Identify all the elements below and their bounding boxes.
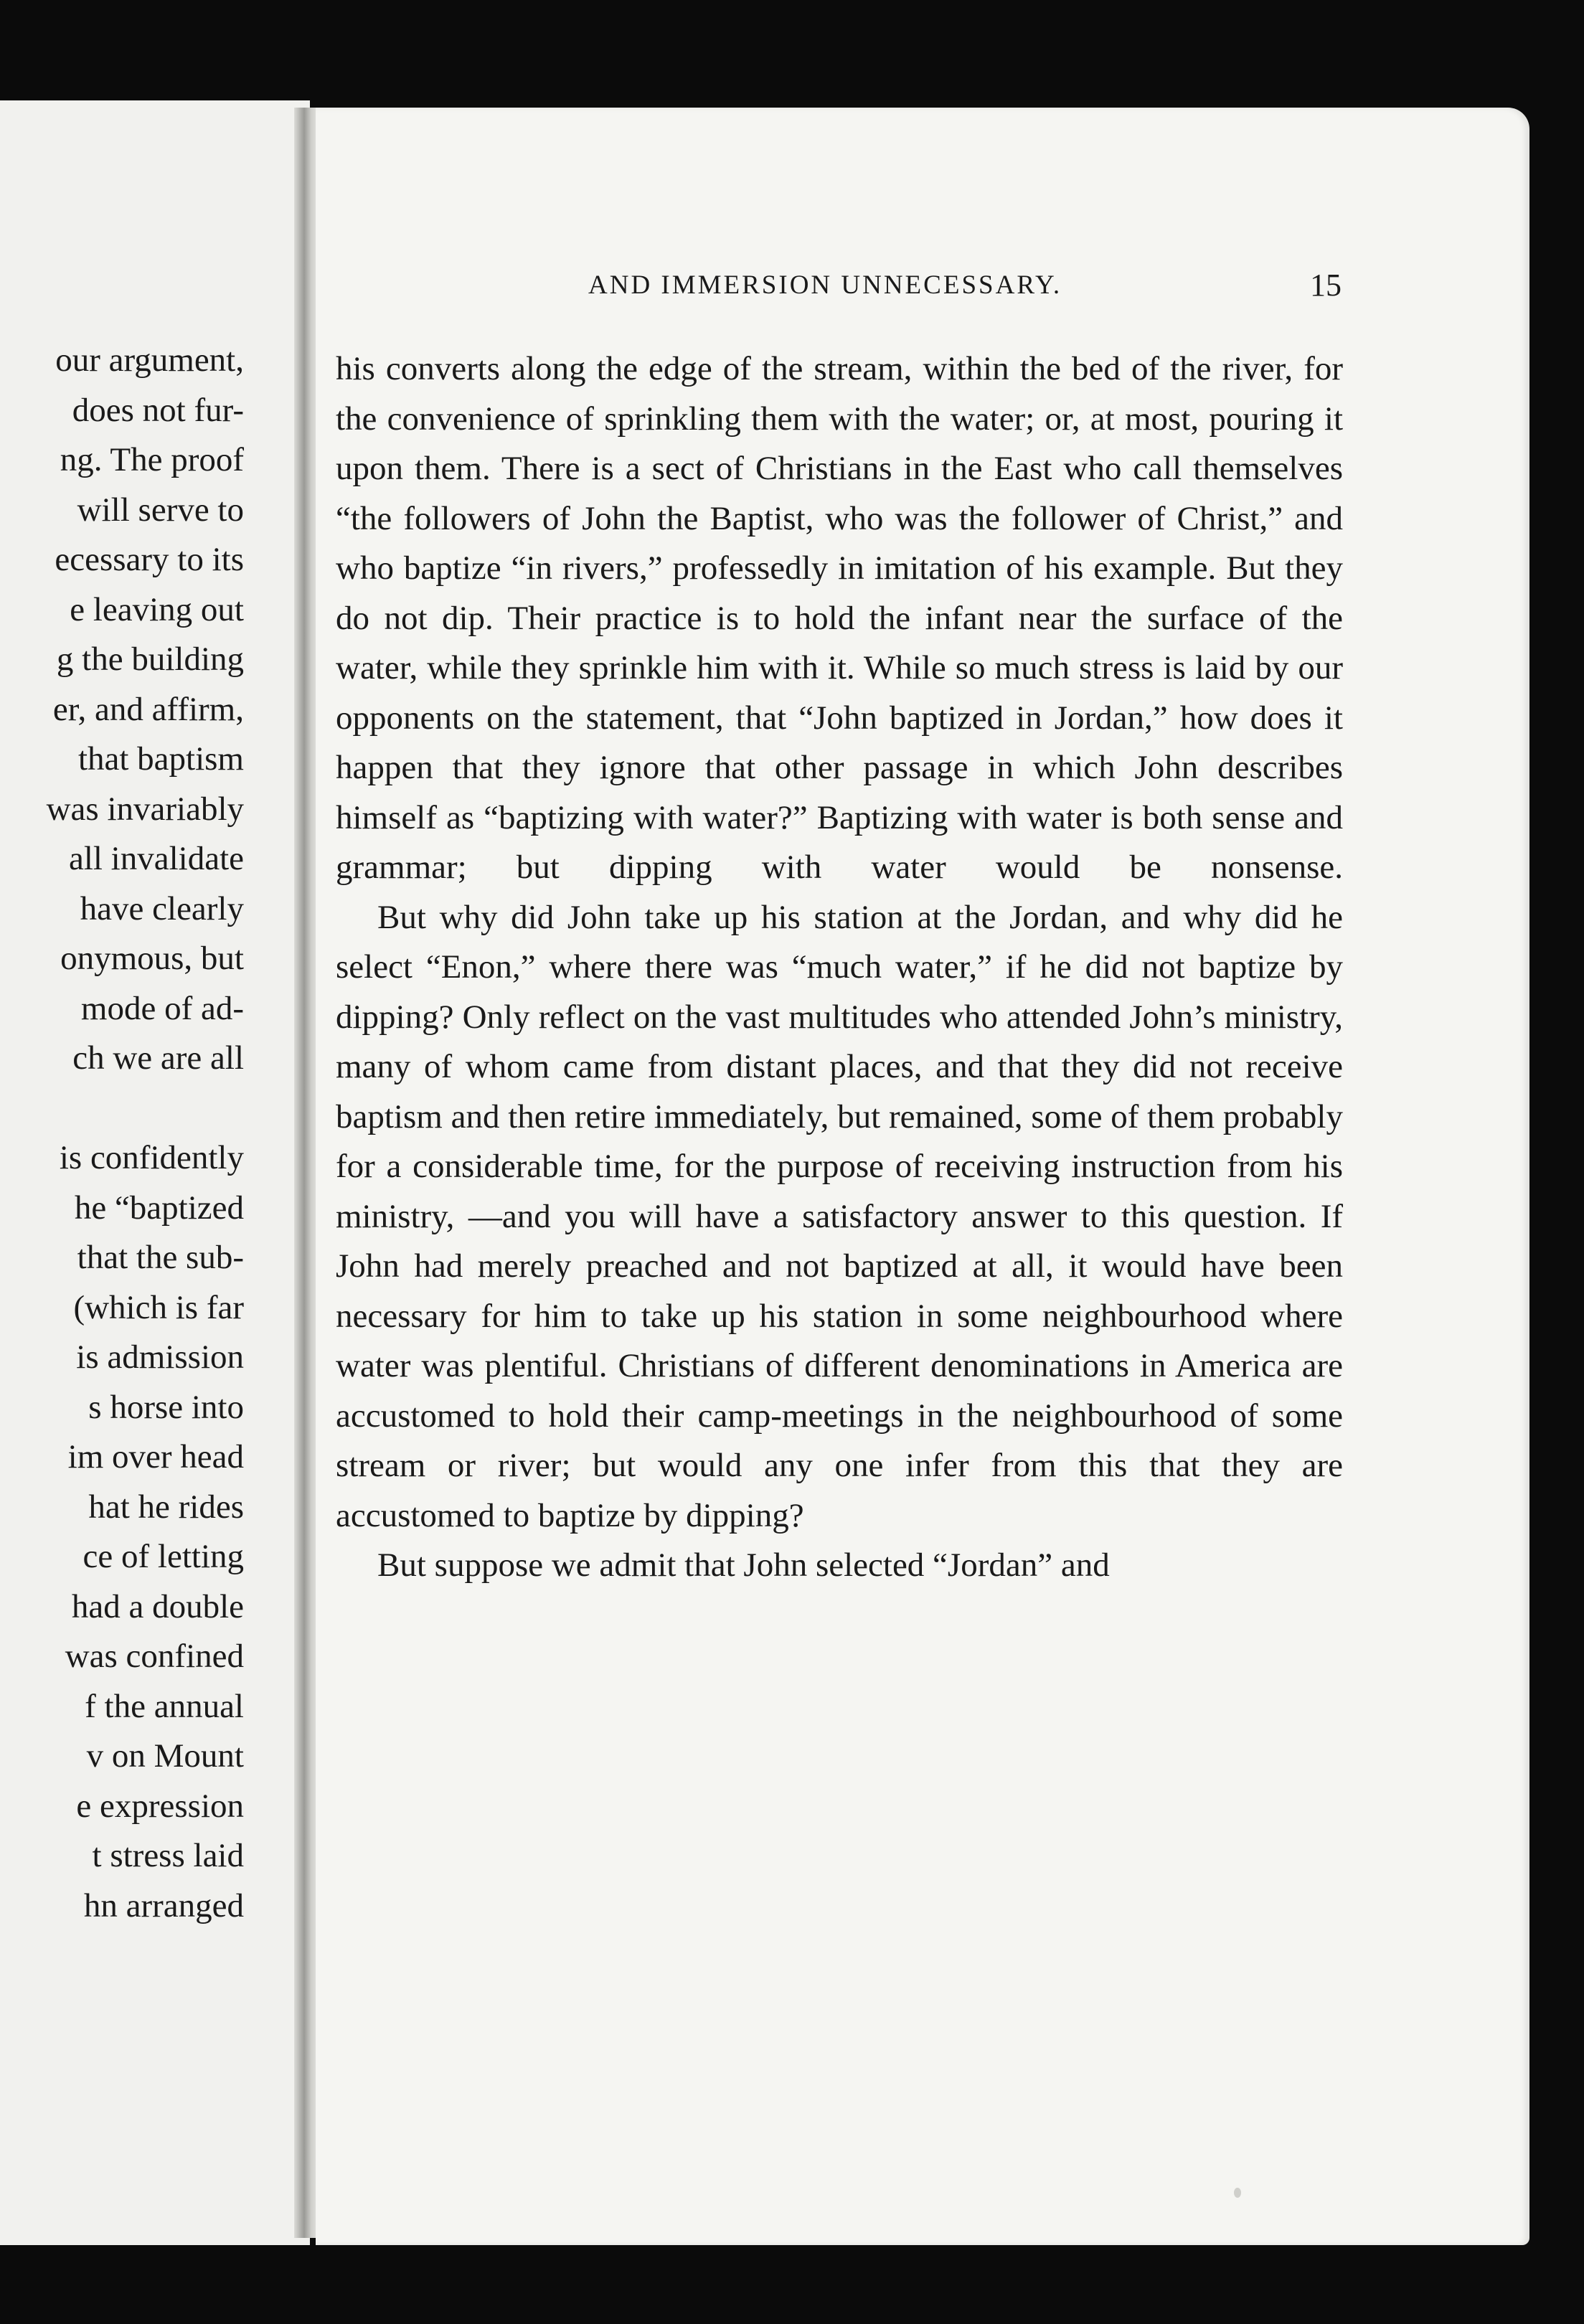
left-line: g the building <box>56 641 244 678</box>
left-line: hat he rides <box>88 1488 244 1526</box>
left-line: ng. The proof <box>60 441 244 478</box>
paragraph-2: But why did John take up his station at the Jordan, and why did he select “Enon,” where there was “much water,” if he did not baptize by dipping? Only reflect on the vast multitudes who attended John’s ministry, many of whom came from distant places, and that they did not receive baptism and then retire immediately, but remained, some of them probably for a considerable time, for the purpose of receiving instruction from his ministry, —and you will have a satisfactory answer to this question. If John had merely preached and not baptized at all, it would have been necessary for him to take up his station in some neighbourhood where water was plentiful. Christians of different denominations in America are accustomed to hold their camp-meetings in the neighbourhood of some stream or river; but would any one infer from this that they are accustomed to baptize by dipping? <box>336 898 1343 1534</box>
left-line: he “baptized <box>74 1189 244 1227</box>
running-head: AND IMMERSION UNNECESSARY. <box>588 270 1062 300</box>
left-line: f the annual <box>85 1687 244 1725</box>
left-line: was invariably <box>46 790 244 828</box>
left-line: that the sub- <box>77 1239 244 1276</box>
left-line: that baptism <box>77 740 244 778</box>
paragraph-1: his converts along the edge of the stream, within the bed of the river, for the convenience of sprinkling them with the water; or, at most, pouring it upon them. There is a sect of Christians in the East who call themselves “the followers of John the Baptist, who was the follower of Christ,” and who baptize “in rivers,” professedly in imitation of his example. But they do not dip. Their practice is to hold the infant near the surface of the water, while they sprinkle him with it. While so much stress is laid by our opponents on the statement, that “John baptized in Jordan,” how does it happen that they ignore that other passage in which John describes himself as “baptizing with water?” Baptizing with water is both sense and grammar; but dipping with water would be nonsense. <box>336 350 1343 886</box>
left-line: have clearly <box>80 889 244 927</box>
right-page <box>316 108 1529 2245</box>
page-number: 15 <box>1310 268 1342 303</box>
left-line: ecessary to its <box>55 541 244 578</box>
left-line: is confidently <box>59 1139 244 1176</box>
left-line: hn arranged <box>83 1886 244 1924</box>
paper-speck <box>1234 2188 1241 2198</box>
left-line: e leaving out <box>70 590 244 628</box>
left-line: mode of ad- <box>80 989 244 1027</box>
left-line: all invalidate <box>68 840 244 877</box>
left-line: had a double <box>71 1587 244 1625</box>
left-line: im over head <box>67 1438 244 1475</box>
left-line: ce of letting <box>82 1538 244 1575</box>
body-text <box>336 344 1343 1591</box>
left-line: is admission <box>76 1338 244 1376</box>
left-line: s horse into <box>88 1388 244 1426</box>
left-line: was confined <box>65 1638 244 1675</box>
left-line: (which is far <box>73 1288 244 1326</box>
left-line: does not fur- <box>72 391 244 429</box>
left-line: our argument, <box>55 341 244 379</box>
left-line: v on Mount <box>86 1737 244 1775</box>
left-page-lines <box>0 336 244 1931</box>
left-line: ch we are all <box>72 1039 244 1077</box>
left-line: er, and affirm, <box>52 690 244 728</box>
left-line: e expression <box>76 1787 244 1825</box>
paragraph-3: But suppose we admit that John selected “Jordan” and <box>377 1546 1110 1584</box>
left-line: will serve to <box>77 491 244 529</box>
left-page-fragment <box>0 100 310 2245</box>
left-line: t stress laid <box>92 1837 244 1874</box>
paragraph-gap <box>0 1084 244 1134</box>
left-line: onymous, but <box>60 940 244 977</box>
